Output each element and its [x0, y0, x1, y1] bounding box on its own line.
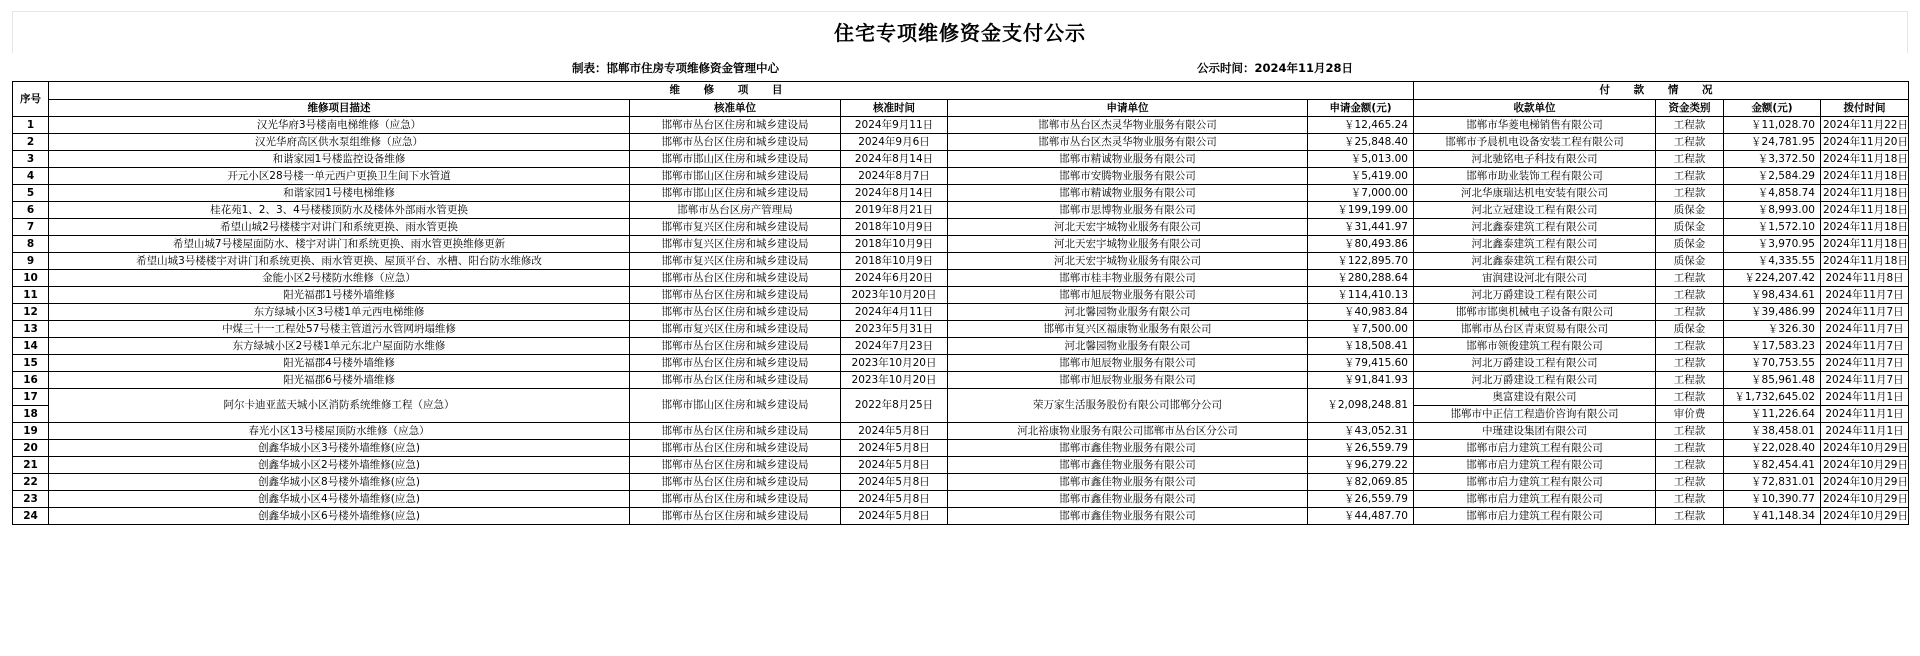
table-row	[13, 474, 1909, 491]
page-title: 住宅专项维修资金支付公示	[12, 11, 1908, 53]
cell-pay-date: 2024年11月1日	[1821, 423, 1909, 440]
cell-payee: 宙润建设河北有限公司	[1414, 270, 1656, 287]
cell-pay-date: 2024年10月29日	[1821, 457, 1909, 474]
cell-approve-date: 2024年5月8日	[841, 491, 948, 508]
cell-amount: ￥82,454.41	[1724, 457, 1821, 474]
cell-apply-amount: ￥18,508.41	[1308, 338, 1414, 355]
cell-fund-type: 工程款	[1656, 185, 1724, 202]
cell-payee: 邯郸市助业装饰工程有限公司	[1414, 168, 1656, 185]
cell-applicant: 河北天宏宇城物业服务有限公司	[948, 253, 1308, 270]
cell-approve-date: 2024年8月14日	[841, 151, 948, 168]
cell-apply-amount: ￥26,559.79	[1308, 440, 1414, 457]
cell-fund-type: 工程款	[1656, 440, 1724, 457]
cell-apply-amount: ￥280,288.64	[1308, 270, 1414, 287]
cell-amount: ￥8,993.00	[1724, 202, 1821, 219]
cell-applicant: 邯郸市桂丰物业服务有限公司	[948, 270, 1308, 287]
cell-apply-amount: ￥31,441.97	[1308, 219, 1414, 236]
cell-payee: 邯郸市启力建筑工程有限公司	[1414, 440, 1656, 457]
cell-payee: 邯郸市丛台区青束贸易有限公司	[1414, 321, 1656, 338]
cell-fund-type: 工程款	[1656, 168, 1724, 185]
table-row	[13, 372, 1909, 389]
cell-amount: ￥326.30	[1724, 321, 1821, 338]
cell-apply-amount: ￥82,069.85	[1308, 474, 1414, 491]
cell-amount: ￥70,753.55	[1724, 355, 1821, 372]
cell-fund-type: 工程款	[1656, 389, 1724, 406]
cell-seq: 7	[13, 219, 49, 236]
cell-fund-type: 质保金	[1656, 321, 1724, 338]
cell-desc: 汉光华府3号楼南电梯维修（应急）	[49, 117, 630, 134]
cell-pay-date: 2024年11月1日	[1821, 389, 1909, 406]
cell-approve-date: 2018年10月9日	[841, 236, 948, 253]
cell-pay-date: 2024年10月29日	[1821, 474, 1909, 491]
cell-seq: 17	[13, 389, 49, 406]
cell-amount: ￥17,583.23	[1724, 338, 1821, 355]
cell-amount: ￥3,372.50	[1724, 151, 1821, 168]
cell-approve-date: 2018年10月9日	[841, 219, 948, 236]
cell-desc: 阳光福郡6号楼外墙维修	[49, 372, 630, 389]
cell-seq: 19	[13, 423, 49, 440]
cell-approver: 邯郸市邯山区住房和城乡建设局	[630, 185, 841, 202]
payment-notice-sheet	[12, 11, 1908, 525]
cell-approve-date: 2023年10月20日	[841, 372, 948, 389]
cell-approve-date: 2019年8月21日	[841, 202, 948, 219]
cell-pay-date: 2024年11月18日	[1821, 151, 1909, 168]
table-row	[13, 508, 1909, 525]
cell-amount: ￥38,458.01	[1724, 423, 1821, 440]
cell-applicant: 邯郸市鑫佳物业服务有限公司	[948, 457, 1308, 474]
cell-pay-date: 2024年11月18日	[1821, 253, 1909, 270]
cell-apply-amount: ￥44,487.70	[1308, 508, 1414, 525]
table-row	[13, 355, 1909, 372]
cell-payee: 河北鑫泰建筑工程有限公司	[1414, 236, 1656, 253]
cell-apply-amount: ￥80,493.86	[1308, 236, 1414, 253]
table-row	[13, 270, 1909, 287]
cell-approve-date: 2024年5月8日	[841, 508, 948, 525]
cell-apply-amount: ￥2,098,248.81	[1308, 389, 1414, 423]
cell-approver: 邯郸市邯山区住房和城乡建设局	[630, 151, 841, 168]
cell-approve-date: 2023年5月31日	[841, 321, 948, 338]
cell-desc: 春光小区13号楼屋顶防水维修（应急）	[49, 423, 630, 440]
cell-amount: ￥3,970.95	[1724, 236, 1821, 253]
cell-approver: 邯郸市丛台区住房和城乡建设局	[630, 134, 841, 151]
cell-pay-date: 2024年11月18日	[1821, 202, 1909, 219]
cell-apply-amount: ￥12,465.24	[1308, 117, 1414, 134]
table-row	[13, 236, 1909, 253]
cell-amount: ￥224,207.42	[1724, 270, 1821, 287]
cell-approver: 邯郸市复兴区住房和城乡建设局	[630, 321, 841, 338]
cell-applicant: 邯郸市鑫佳物业服务有限公司	[948, 474, 1308, 491]
cell-amount: ￥98,434.61	[1724, 287, 1821, 304]
cell-amount: ￥4,335.55	[1724, 253, 1821, 270]
cell-apply-amount: ￥5,419.00	[1308, 168, 1414, 185]
table-row	[13, 185, 1909, 202]
cell-approve-date: 2023年10月20日	[841, 355, 948, 372]
cell-approver: 邯郸市丛台区住房和城乡建设局	[630, 355, 841, 372]
table-row	[13, 491, 1909, 508]
cell-fund-type: 质保金	[1656, 202, 1724, 219]
cell-desc: 阿尔卡迪亚蓝天城小区消防系统维修工程（应急）	[49, 389, 630, 423]
cell-approve-date: 2024年8月7日	[841, 168, 948, 185]
cell-approve-date: 2018年10月9日	[841, 253, 948, 270]
cell-approve-date: 2024年5月8日	[841, 440, 948, 457]
cell-applicant: 河北馨园物业服务有限公司	[948, 338, 1308, 355]
cell-amount: ￥1,732,645.02	[1724, 389, 1821, 406]
cell-pay-date: 2024年11月8日	[1821, 270, 1909, 287]
cell-payee: 邯郸市启力建筑工程有限公司	[1414, 491, 1656, 508]
cell-approve-date: 2024年4月11日	[841, 304, 948, 321]
cell-seq: 21	[13, 457, 49, 474]
cell-desc: 创鑫华城小区3号楼外墙维修(应急)	[49, 440, 630, 457]
cell-approver: 邯郸市丛台区住房和城乡建设局	[630, 304, 841, 321]
cell-apply-amount: ￥199,199.00	[1308, 202, 1414, 219]
cell-apply-amount: ￥7,500.00	[1308, 321, 1414, 338]
cell-desc: 希望山城3号楼楼宇对讲门和系统更换、雨水管更换、屋顶平台、水槽、阳台防水维修改	[49, 253, 630, 270]
cell-desc: 希望山城2号楼楼宇对讲门和系统更换、雨水管更换	[49, 219, 630, 236]
meta-row	[12, 53, 1908, 81]
header-group-project: 维 修 项 目	[49, 82, 1414, 100]
cell-payee: 邯郸市启力建筑工程有限公司	[1414, 457, 1656, 474]
cell-pay-date: 2024年11月20日	[1821, 134, 1909, 151]
cell-applicant: 邯郸市丛台区杰灵华物业服务有限公司	[948, 117, 1308, 134]
cell-applicant: 邯郸市鑫佳物业服务有限公司	[948, 491, 1308, 508]
cell-applicant: 邯郸市精诚物业服务有限公司	[948, 185, 1308, 202]
cell-apply-amount: ￥96,279.22	[1308, 457, 1414, 474]
cell-seq: 15	[13, 355, 49, 372]
cell-apply-amount: ￥5,013.00	[1308, 151, 1414, 168]
cell-approver: 邯郸市丛台区房产管理局	[630, 202, 841, 219]
cell-approver: 邯郸市丛台区住房和城乡建设局	[630, 440, 841, 457]
header-desc: 维修项目描述	[49, 100, 630, 117]
cell-pay-date: 2024年11月1日	[1821, 406, 1909, 423]
cell-desc: 开元小区28号楼一单元西户更换卫生间下水管道	[49, 168, 630, 185]
cell-desc: 桂花苑1、2、3、4号楼楼顶防水及楼体外部雨水管更换	[49, 202, 630, 219]
cell-payee: 河北万爵建设工程有限公司	[1414, 287, 1656, 304]
cell-seq: 3	[13, 151, 49, 168]
cell-payee: 邯郸市领俊建筑工程有限公司	[1414, 338, 1656, 355]
cell-desc: 和谐家园1号楼电梯维修	[49, 185, 630, 202]
cell-approver: 邯郸市复兴区住房和城乡建设局	[630, 236, 841, 253]
table-row	[13, 219, 1909, 236]
header-payee: 收款单位	[1414, 100, 1656, 117]
cell-amount: ￥2,584.29	[1724, 168, 1821, 185]
cell-fund-type: 审价费	[1656, 406, 1724, 423]
cell-applicant: 荣万家生活服务股份有限公司邯郸分公司	[948, 389, 1308, 423]
cell-apply-amount: ￥79,415.60	[1308, 355, 1414, 372]
cell-seq: 5	[13, 185, 49, 202]
table-row	[13, 287, 1909, 304]
cell-pay-date: 2024年11月18日	[1821, 168, 1909, 185]
cell-approve-date: 2024年9月11日	[841, 117, 948, 134]
cell-desc: 创鑫华城小区6号楼外墙维修(应急)	[49, 508, 630, 525]
cell-seq: 14	[13, 338, 49, 355]
cell-apply-amount: ￥25,848.40	[1308, 134, 1414, 151]
cell-fund-type: 工程款	[1656, 134, 1724, 151]
cell-pay-date: 2024年11月7日	[1821, 287, 1909, 304]
cell-approver: 邯郸市丛台区住房和城乡建设局	[630, 270, 841, 287]
cell-payee: 奥富建设有限公司	[1414, 389, 1656, 406]
cell-approver: 邯郸市复兴区住房和城乡建设局	[630, 219, 841, 236]
cell-payee: 河北万爵建设工程有限公司	[1414, 355, 1656, 372]
table-row	[13, 168, 1909, 185]
header-approve-date: 核准时间	[841, 100, 948, 117]
table-row	[13, 151, 1909, 168]
cell-approver: 邯郸市丛台区住房和城乡建设局	[630, 287, 841, 304]
cell-amount: ￥41,148.34	[1724, 508, 1821, 525]
cell-applicant: 邯郸市旭辰物业服务有限公司	[948, 355, 1308, 372]
cell-amount: ￥11,226.64	[1724, 406, 1821, 423]
cell-fund-type: 工程款	[1656, 474, 1724, 491]
cell-apply-amount: ￥114,410.13	[1308, 287, 1414, 304]
table-body	[13, 117, 1909, 525]
cell-apply-amount: ￥26,559.79	[1308, 491, 1414, 508]
cell-approver: 邯郸市丛台区住房和城乡建设局	[630, 457, 841, 474]
cell-seq: 20	[13, 440, 49, 457]
cell-payee: 河北驰铭电子科技有限公司	[1414, 151, 1656, 168]
cell-desc: 希望山城7号楼屋面防水、楼宇对讲门和系统更换、雨水管更换维修更新	[49, 236, 630, 253]
cell-approver: 邯郸市邯山区住房和城乡建设局	[630, 168, 841, 185]
header-seq: 序号	[13, 82, 49, 117]
cell-applicant: 邯郸市丛台区杰灵华物业服务有限公司	[948, 134, 1308, 151]
cell-pay-date: 2024年10月29日	[1821, 508, 1909, 525]
cell-seq: 4	[13, 168, 49, 185]
table-row	[13, 134, 1909, 151]
cell-pay-date: 2024年11月7日	[1821, 321, 1909, 338]
cell-apply-amount: ￥91,841.93	[1308, 372, 1414, 389]
cell-applicant: 邯郸市旭辰物业服务有限公司	[948, 287, 1308, 304]
cell-payee: 河北鑫泰建筑工程有限公司	[1414, 253, 1656, 270]
cell-payee: 河北鑫泰建筑工程有限公司	[1414, 219, 1656, 236]
cell-amount: ￥11,028.70	[1724, 117, 1821, 134]
cell-fund-type: 工程款	[1656, 355, 1724, 372]
header-group-payment: 付 款 情 况	[1414, 82, 1909, 100]
cell-amount: ￥85,961.48	[1724, 372, 1821, 389]
cell-fund-type: 工程款	[1656, 372, 1724, 389]
table-row	[13, 423, 1909, 440]
cell-amount: ￥1,572.10	[1724, 219, 1821, 236]
cell-pay-date: 2024年11月7日	[1821, 304, 1909, 321]
header-pay-date: 拨付时间	[1821, 100, 1909, 117]
cell-apply-amount: ￥7,000.00	[1308, 185, 1414, 202]
header-amount: 金额(元)	[1724, 100, 1821, 117]
cell-seq: 18	[13, 406, 49, 423]
cell-applicant: 河北天宏宇城物业服务有限公司	[948, 219, 1308, 236]
cell-pay-date: 2024年11月7日	[1821, 338, 1909, 355]
cell-amount: ￥72,831.01	[1724, 474, 1821, 491]
table-row	[13, 389, 1909, 406]
cell-payee: 河北万爵建设工程有限公司	[1414, 372, 1656, 389]
cell-approver: 邯郸市丛台区住房和城乡建设局	[630, 508, 841, 525]
header-applicant: 申请单位	[948, 100, 1308, 117]
cell-approver: 邯郸市丛台区住房和城乡建设局	[630, 117, 841, 134]
cell-payee: 邯郸市启力建筑工程有限公司	[1414, 508, 1656, 525]
cell-approve-date: 2024年8月14日	[841, 185, 948, 202]
cell-fund-type: 工程款	[1656, 423, 1724, 440]
cell-seq: 24	[13, 508, 49, 525]
table-row	[13, 117, 1909, 134]
table-row	[13, 440, 1909, 457]
cell-payee: 邯郸市启力建筑工程有限公司	[1414, 474, 1656, 491]
cell-fund-type: 工程款	[1656, 287, 1724, 304]
cell-apply-amount: ￥40,983.84	[1308, 304, 1414, 321]
cell-fund-type: 质保金	[1656, 236, 1724, 253]
cell-pay-date: 2024年10月29日	[1821, 440, 1909, 457]
cell-seq: 23	[13, 491, 49, 508]
header-approver: 核准单位	[630, 100, 841, 117]
cell-approve-date: 2024年5月8日	[841, 423, 948, 440]
cell-applicant: 邯郸市精诚物业服务有限公司	[948, 151, 1308, 168]
cell-pay-date: 2024年10月29日	[1821, 491, 1909, 508]
cell-approve-date: 2024年7月23日	[841, 338, 948, 355]
cell-seq: 10	[13, 270, 49, 287]
cell-fund-type: 质保金	[1656, 219, 1724, 236]
table-row	[13, 338, 1909, 355]
cell-payee: 中瑾建设集团有限公司	[1414, 423, 1656, 440]
cell-applicant: 河北裕康物业服务有限公司邯郸市丛台区分公司	[948, 423, 1308, 440]
cell-applicant: 邯郸市鑫佳物业服务有限公司	[948, 508, 1308, 525]
cell-payee: 邯郸市中正信工程造价咨询有限公司	[1414, 406, 1656, 423]
cell-desc: 创鑫华城小区4号楼外墙维修(应急)	[49, 491, 630, 508]
cell-amount: ￥22,028.40	[1724, 440, 1821, 457]
cell-approver: 邯郸市丛台区住房和城乡建设局	[630, 474, 841, 491]
cell-approver: 邯郸市复兴区住房和城乡建设局	[630, 253, 841, 270]
cell-payee: 邯郸市予晨机电设备安装工程有限公司	[1414, 134, 1656, 151]
cell-amount: ￥24,781.95	[1724, 134, 1821, 151]
cell-desc: 东方绿城小区3号楼1单元西电梯维修	[49, 304, 630, 321]
cell-payee: 河北华康瑞达机电安装有限公司	[1414, 185, 1656, 202]
cell-seq: 9	[13, 253, 49, 270]
header-apply-amount: 申请金额(元)	[1308, 100, 1414, 117]
maker-label: 制表：邯郸市住房专项维修资金管理中心	[572, 61, 779, 75]
cell-pay-date: 2024年11月7日	[1821, 355, 1909, 372]
table-row	[13, 253, 1909, 270]
cell-seq: 12	[13, 304, 49, 321]
cell-pay-date: 2024年11月18日	[1821, 219, 1909, 236]
header-fund-type: 资金类别	[1656, 100, 1724, 117]
cell-applicant: 邯郸市鑫佳物业服务有限公司	[948, 440, 1308, 457]
cell-applicant: 邯郸市旭辰物业服务有限公司	[948, 372, 1308, 389]
cell-payee: 邯郸市邯奥机械电子设备有限公司	[1414, 304, 1656, 321]
cell-seq: 1	[13, 117, 49, 134]
table-row	[13, 321, 1909, 338]
cell-approve-date: 2022年8月25日	[841, 389, 948, 423]
cell-fund-type: 工程款	[1656, 338, 1724, 355]
cell-amount: ￥39,486.99	[1724, 304, 1821, 321]
cell-applicant: 邯郸市复兴区福康物业服务有限公司	[948, 321, 1308, 338]
cell-fund-type: 质保金	[1656, 253, 1724, 270]
cell-fund-type: 工程款	[1656, 151, 1724, 168]
cell-apply-amount: ￥43,052.31	[1308, 423, 1414, 440]
table-row	[13, 457, 1909, 474]
cell-approver: 邯郸市丛台区住房和城乡建设局	[630, 423, 841, 440]
table-row	[13, 202, 1909, 219]
cell-pay-date: 2024年11月18日	[1821, 236, 1909, 253]
cell-desc: 东方绿城小区2号楼1单元东北户屋面防水维修	[49, 338, 630, 355]
payment-table	[12, 81, 1909, 525]
cell-fund-type: 工程款	[1656, 270, 1724, 287]
cell-fund-type: 工程款	[1656, 457, 1724, 474]
cell-apply-amount: ￥122,895.70	[1308, 253, 1414, 270]
cell-applicant: 河北天宏宇城物业服务有限公司	[948, 236, 1308, 253]
cell-fund-type: 工程款	[1656, 491, 1724, 508]
cell-applicant: 河北馨园物业服务有限公司	[948, 304, 1308, 321]
cell-seq: 6	[13, 202, 49, 219]
cell-applicant: 邯郸市思博物业服务有限公司	[948, 202, 1308, 219]
table-row	[13, 304, 1909, 321]
cell-pay-date: 2024年11月22日	[1821, 117, 1909, 134]
cell-approve-date: 2024年5月8日	[841, 457, 948, 474]
cell-pay-date: 2024年11月18日	[1821, 185, 1909, 202]
cell-approver: 邯郸市丛台区住房和城乡建设局	[630, 491, 841, 508]
cell-seq: 11	[13, 287, 49, 304]
cell-desc: 和谐家园1号楼监控设备维修	[49, 151, 630, 168]
cell-seq: 8	[13, 236, 49, 253]
cell-approve-date: 2023年10月20日	[841, 287, 948, 304]
cell-seq: 2	[13, 134, 49, 151]
cell-approver: 邯郸市丛台区住房和城乡建设局	[630, 338, 841, 355]
cell-seq: 16	[13, 372, 49, 389]
cell-fund-type: 工程款	[1656, 117, 1724, 134]
cell-payee: 邯郸市华菱电梯销售有限公司	[1414, 117, 1656, 134]
cell-desc: 创鑫华城小区8号楼外墙维修(应急)	[49, 474, 630, 491]
cell-desc: 金能小区2号楼防水维修（应急）	[49, 270, 630, 287]
cell-amount: ￥4,858.74	[1724, 185, 1821, 202]
cell-approve-date: 2024年5月8日	[841, 474, 948, 491]
cell-desc: 创鑫华城小区2号楼外墙维修(应急)	[49, 457, 630, 474]
cell-payee: 河北立冠建设工程有限公司	[1414, 202, 1656, 219]
cell-applicant: 邯郸市安腾物业服务有限公司	[948, 168, 1308, 185]
cell-approve-date: 2024年9月6日	[841, 134, 948, 151]
cell-approver: 邯郸市邯山区住房和城乡建设局	[630, 389, 841, 423]
cell-fund-type: 工程款	[1656, 508, 1724, 525]
cell-desc: 汉光华府高区供水泵组维修（应急）	[49, 134, 630, 151]
cell-seq: 13	[13, 321, 49, 338]
cell-seq: 22	[13, 474, 49, 491]
cell-approver: 邯郸市丛台区住房和城乡建设局	[630, 372, 841, 389]
cell-pay-date: 2024年11月7日	[1821, 372, 1909, 389]
cell-amount: ￥10,390.77	[1724, 491, 1821, 508]
publish-date-label: 公示时间：2024年11月28日	[1197, 61, 1354, 75]
cell-desc: 阳光福郡1号楼外墙维修	[49, 287, 630, 304]
cell-approve-date: 2024年6月20日	[841, 270, 948, 287]
cell-desc: 阳光福郡4号楼外墙维修	[49, 355, 630, 372]
cell-fund-type: 工程款	[1656, 304, 1724, 321]
cell-desc: 中煤三十一工程处57号楼主管道污水管网坍塌维修	[49, 321, 630, 338]
